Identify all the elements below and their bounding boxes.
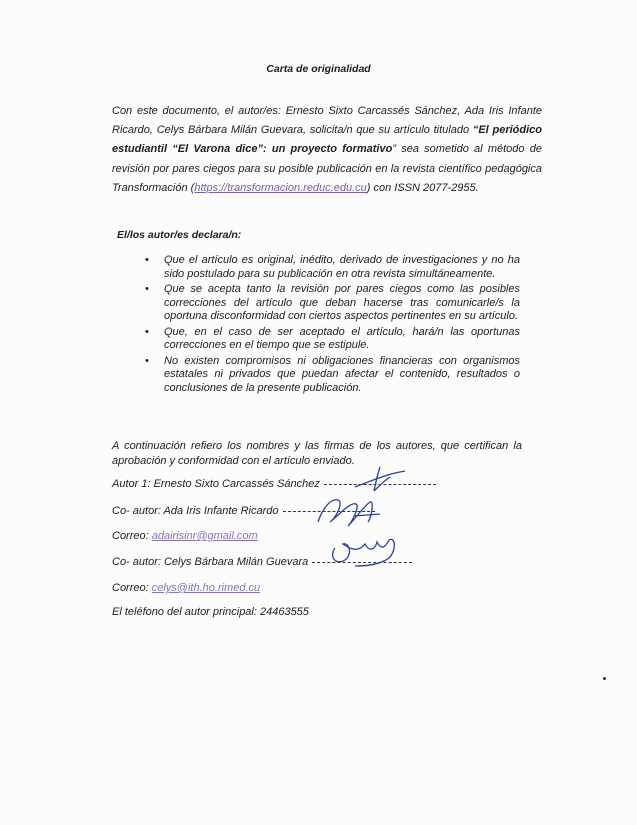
phone-line: El teléfono del autor principal: 24463555 bbox=[112, 606, 309, 618]
bullet-text: Que se acepta tanto la revisión por pares ciegos como las posibles correcciones del artículo que deban hacerse tras comunicarle/s la oportuna disconformidad con ciertos aspectos pertinentes en su artículo. bbox=[164, 283, 520, 322]
list-item bbox=[142, 283, 520, 324]
bullet-icon: • bbox=[145, 354, 149, 367]
signature-coauthor2 bbox=[325, 530, 403, 572]
closing-paragraph: A continuación refiero los nombres y las firmas de los autores, que certifican la aprobación y conformidad con el artículo enviado. bbox=[112, 440, 522, 467]
email2-line bbox=[112, 582, 260, 594]
email2-label: Correo: bbox=[112, 582, 149, 594]
document-title: Carta de originalidad bbox=[266, 63, 371, 75]
declaration-heading: El/los autor/es declara/n: bbox=[117, 229, 242, 241]
intro-text-2: ” sea sometido al método de revisión por pares ciegos para su posible publicación en la revista científico pedagógica Transformación ( bbox=[112, 143, 542, 194]
bullet-icon: • bbox=[145, 283, 149, 295]
declaration-list bbox=[142, 254, 520, 397]
list-item bbox=[142, 355, 520, 396]
bullet-text: No existen compromisos ni obligaciones financieras con organismos estatales ni privados que puedan afectar el contenido, resultados o conclusiones de la presente publicación. bbox=[164, 354, 520, 394]
author1-name: Autor 1: Ernesto Sixto Carcassés Sánchez bbox=[112, 478, 320, 490]
scan-speck bbox=[603, 677, 606, 680]
intro-paragraph bbox=[112, 102, 542, 198]
email1-line bbox=[112, 530, 258, 542]
intro-text-3: ) con ISSN 2077-2955. bbox=[366, 181, 479, 194]
article-title: “El periódico estudiantil “El Varona dice”: un proyecto formativo bbox=[112, 124, 542, 156]
email2-link[interactable]: celys@ith.ho.rimed.cu bbox=[151, 582, 261, 594]
bullet-icon: • bbox=[145, 254, 149, 266]
coauthor1-name: Co- autor: Ada Iris Infante Ricardo bbox=[112, 505, 279, 517]
coauthor2-name: Co- autor: Celys Bárbara Milán Guevara bbox=[112, 556, 309, 568]
email1-link[interactable]: adairisinr@gmail.com bbox=[151, 530, 258, 542]
email1-label: Correo: bbox=[112, 530, 149, 542]
list-item bbox=[142, 254, 520, 281]
journal-link[interactable]: https://transformacion.reduc.edu.cu bbox=[194, 181, 367, 194]
intro-text-1: Con este documento, el autor/es: Ernesto Sixto Carcassés Sánchez, Ada Iris Infante Ricardo, Celys Bárbara Milán Guevara, solicita/n que su artículo titulado bbox=[112, 105, 542, 137]
signature-coauthor1 bbox=[310, 492, 388, 532]
list-item bbox=[142, 326, 520, 353]
bullet-icon: • bbox=[145, 325, 149, 338]
bullet-text: Que el artículo es original, inédito, derivado de investigaciones y no ha sido postulado para su publicación en otra revista simultáneamente. bbox=[164, 254, 520, 280]
bullet-text: Que, en el caso de ser aceptado el artículo, hará/n las oportunas correcciones en el tiempo que se estipule. bbox=[164, 325, 520, 351]
